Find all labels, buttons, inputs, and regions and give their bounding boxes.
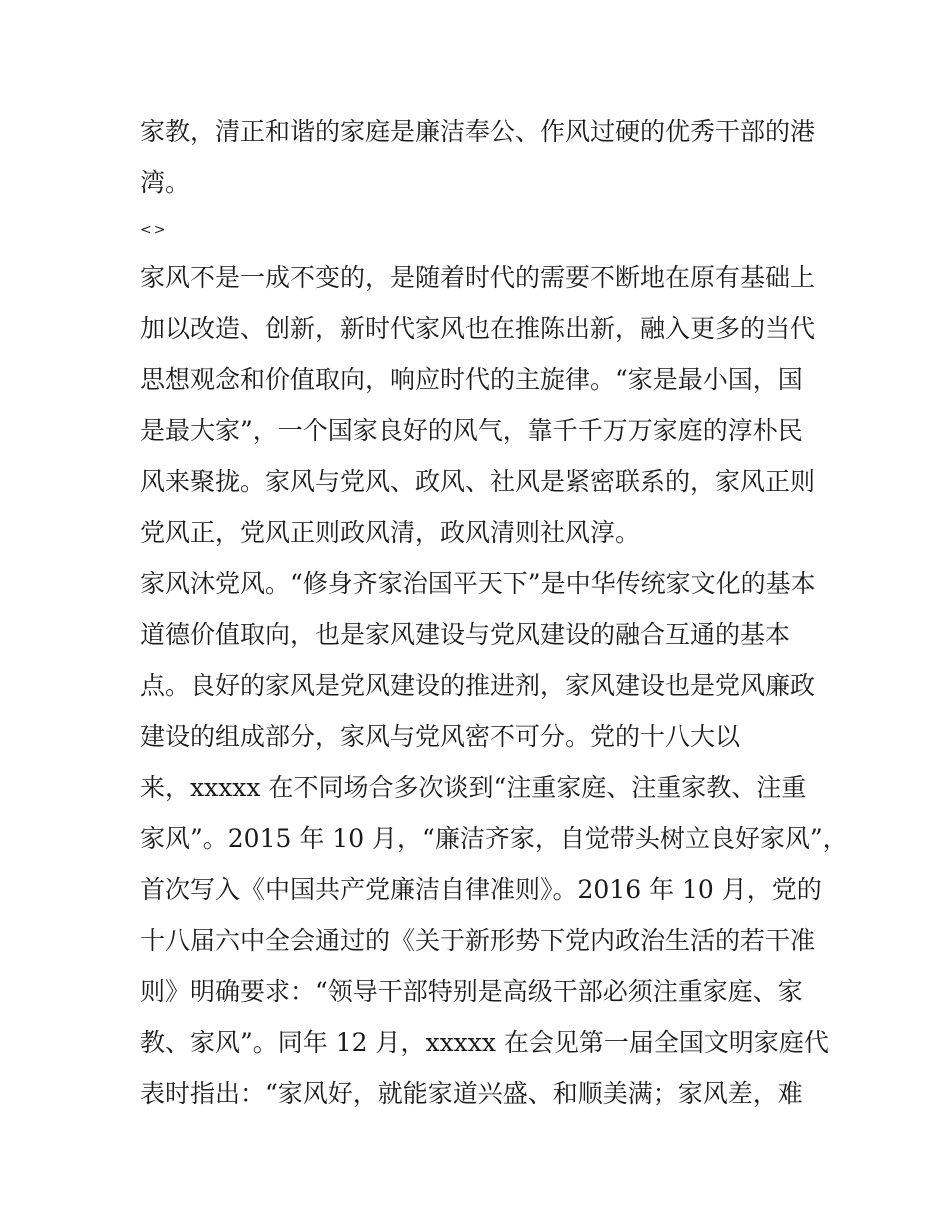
- text-line: 道德价值取向，也是家风建设与党风建设的融合互通的基本: [140, 620, 791, 649]
- text-line: 家风”。2015 年 10 月，“廉洁齐家，自觉带头树立良好家风”，: [140, 824, 848, 853]
- text-line: 风来聚拢。家风与党风、政风、社风是紧密联系的，家风正则: [140, 467, 816, 496]
- text-line: 湾。: [140, 168, 191, 197]
- text-line: 表时指出：“家风好，就能家道兴盛、和顺美满；家风差，难: [140, 1079, 803, 1108]
- text-line: <>: [140, 222, 168, 238]
- body-text: [140, 106, 848, 1119]
- text-line: 首次写入《中国共产党廉洁自律准则》。2016 年 10 月，党的: [140, 875, 822, 904]
- text-line: 是最大家”，一个国家良好的风气，靠千千万万家庭的淳朴民: [140, 416, 803, 445]
- text-line: 家风不是一成不变的，是随着时代的需要不断地在原有基础上: [140, 263, 816, 292]
- text-line: 点。良好的家风是党风建设的推进剂，家风建设也是党风廉政: [140, 671, 816, 700]
- text-line: 建设的组成部分，家风与党风密不可分。党的十八大以: [140, 722, 741, 751]
- text-line: 家教，清正和谐的家庭是廉洁奉公、作风过硬的优秀干部的港: [140, 117, 816, 146]
- text-line: 来，xxxxx 在不同场合多次谈到“注重家庭、注重家教、注重: [140, 773, 807, 802]
- text-line: 加以改造、创新，新时代家风也在推陈出新，融入更多的当代: [140, 314, 816, 343]
- text-line: 则》明确要求：“领导干部特别是高级干部必须注重家庭、家: [140, 977, 803, 1006]
- text-line: 十八届六中全会通过的《关于新形势下党内政治生活的若干准: [140, 926, 816, 955]
- text-line: 家风沐党风。“修身齐家治国平天下”是中华传统家文化的基本: [140, 569, 816, 598]
- text-line: 教、家风”。同年 12 月，xxxxx 在会见第一届全国文明家庭代: [140, 1028, 829, 1057]
- text-line: 党风正，党风正则政风清，政风清则社风淳。: [140, 518, 641, 547]
- text-line: 思想观念和价值取向，响应时代的主旋律。“家是最小国，国: [140, 365, 803, 394]
